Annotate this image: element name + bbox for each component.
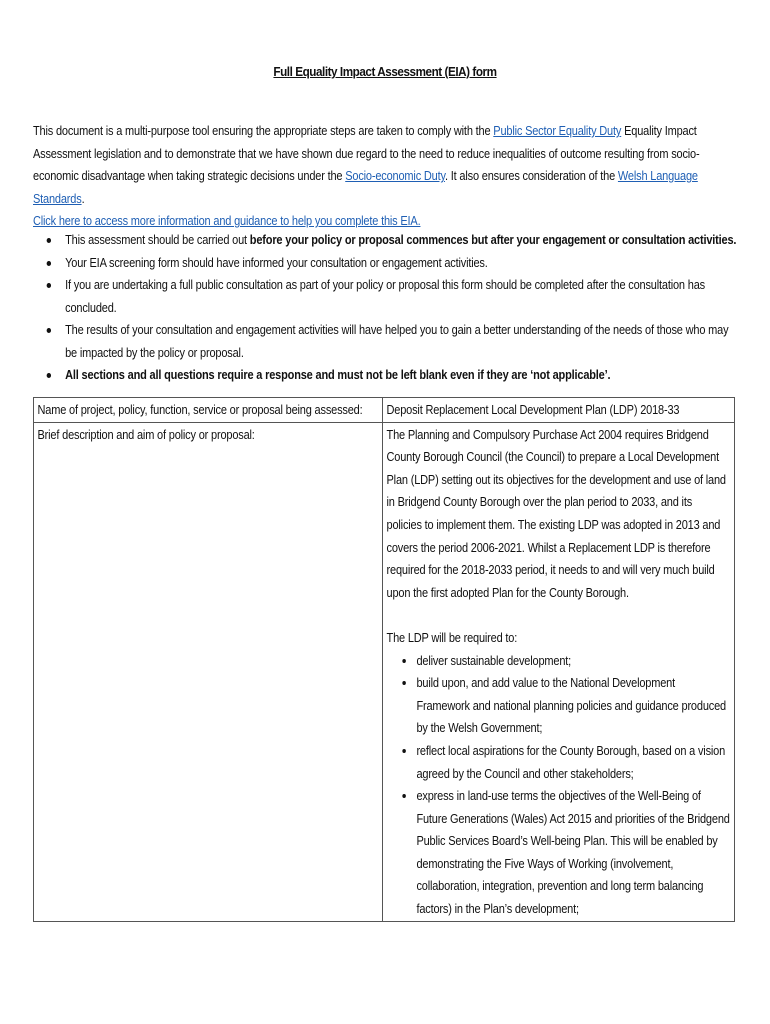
instruction-text: The results of your consultation and engagement activities will have helped you to gain a better understanding of the needs of those who may be impacted by the policy or proposal. bbox=[65, 323, 729, 360]
list-item: reflect local aspirations for the County Borough, based on a vision agreed by the Council and other stakeholders; bbox=[387, 740, 730, 785]
guidance-link[interactable]: Click here to access more information and guidance to help you complete this EIA. bbox=[33, 214, 421, 228]
intro-text: . bbox=[81, 191, 85, 206]
description-paragraph: The Planning and Compulsory Purchase Act 2004 requires Bridgend County Borough Council (the Council) to prepare a Local Development Plan (LDP) setting out its objectives for the development and use of land in Bridgend County Borough over the plan period to 2033, and its policies to implement them. The existing LDP was adopted in 2013 and covers the period 2006-2021. Whilst a Replacement LDP is therefore required for the 2018-2033 period, it needs to and will very much build upon the first adopted Plan for the County Borough. bbox=[386, 427, 726, 600]
table-row bbox=[34, 398, 735, 423]
list-item: express in land-use terms the objectives of the Well-Being of Future Generations (Wales) Act 2015 and priorities of the Bridgend Public Services Board’s Well-being Plan. This will be enabled by demonstrating the Five Ways of Working (involvement, collaboration, integration, prevention and long term balancing factors) in the Plan’s development; bbox=[387, 785, 730, 921]
intro-text: Equality Impact Assessment legislation and to demonstrate that we have shown due regard to the need to reduce inequalities of outcome resulting from socio-economic disadvantage when taking strategic decisions under the bbox=[33, 124, 700, 183]
public-sector-equality-duty-link[interactable]: Public Sector Equality Duty bbox=[493, 124, 622, 138]
instruction-bold-text: before your policy or proposal commences but after your engagement or consultation activities. bbox=[249, 233, 737, 247]
intro-text: This document is a multi-purpose tool ensuring the appropriate steps are taken to comply with the bbox=[33, 124, 494, 138]
table-row bbox=[34, 422, 735, 921]
list-item bbox=[44, 319, 734, 364]
welsh-language-standards-link[interactable]: Welsh Language Standards bbox=[33, 169, 698, 206]
ldp-requirements-list bbox=[387, 650, 730, 921]
instruction-text: This assessment should be carried out bbox=[65, 233, 250, 247]
table-cell bbox=[34, 398, 383, 423]
table-cell bbox=[383, 398, 735, 423]
project-name-label: Name of project, policy, function, service or proposal being assessed: bbox=[37, 403, 363, 417]
eia-form-table bbox=[33, 397, 735, 922]
list-item: All sections and all questions require a response and must not be left blank even if they are ‘not applicable’. bbox=[44, 364, 739, 387]
description-label: Brief description and aim of policy or proposal: bbox=[37, 427, 255, 442]
intro-text: . It also ensures consideration of the bbox=[445, 169, 618, 183]
project-name-value: Deposit Replacement Local Development Plan (LDP) 2018-33 bbox=[386, 403, 680, 417]
socio-economic-duty-link[interactable]: Socio-economic Duty bbox=[345, 169, 446, 183]
page-title: Full Equality Impact Assessment (EIA) form bbox=[273, 64, 497, 79]
list-item: build upon, and add value to the National Development Framework and national planning policies and guidance produced by the Welsh Government; bbox=[387, 672, 730, 740]
instructions-list bbox=[44, 229, 739, 387]
list-item: deliver sustainable development; bbox=[387, 650, 730, 673]
description-value bbox=[383, 423, 733, 921]
list-item bbox=[44, 229, 739, 252]
list-item: Your EIA screening form should have informed your consultation or engagement activities. bbox=[44, 252, 739, 275]
table-cell bbox=[34, 422, 383, 921]
list-item: If you are undertaking a full public consultation as part of your policy or proposal this form should be completed after the consultation has concluded. bbox=[44, 274, 739, 319]
table-cell bbox=[383, 422, 735, 921]
description-paragraph: The LDP will be required to: bbox=[386, 630, 518, 645]
intro-paragraph bbox=[33, 120, 702, 233]
